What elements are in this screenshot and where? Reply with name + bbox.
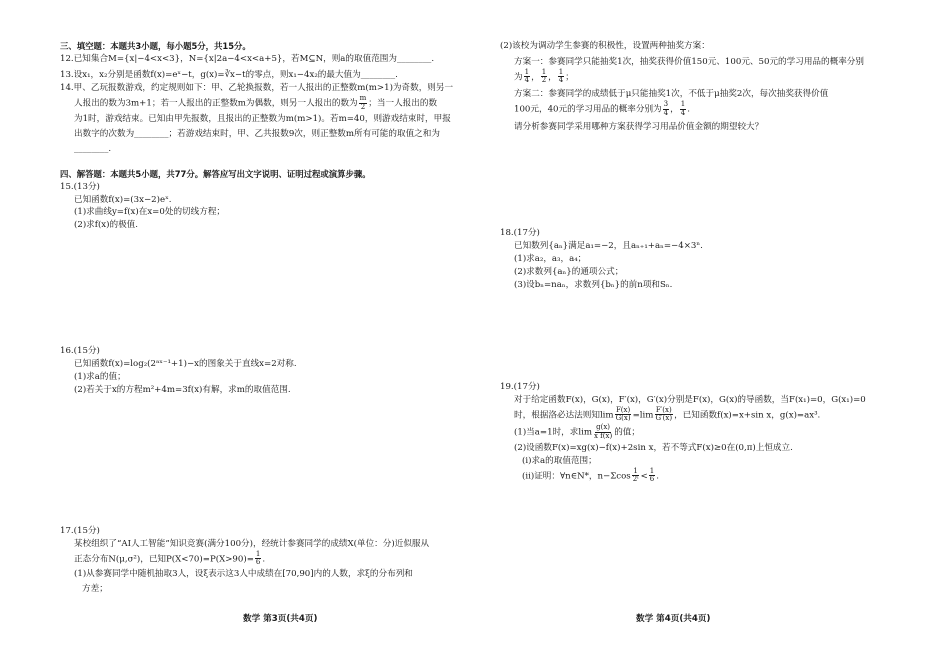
question-15: [60, 181, 440, 233]
plan-one-line: 方案一：参赛同学只能抽奖1次，抽奖获得价值150元、100元、50元的学习用品的概率分别: [514, 56, 864, 67]
fraction-denominator: 2: [541, 76, 547, 85]
question-14: [60, 82, 454, 155]
fraction: [680, 101, 686, 117]
question-19-text: (1)当a=1时，求lim: [514, 427, 592, 438]
question-19-part-1: [500, 424, 890, 442]
question-16: [60, 345, 440, 397]
question-16-line: (2)若关于x的方程m²+4m=3f(x)有解，求m的取值范围.: [74, 384, 291, 395]
fraction-denominator: 2ⁱ: [632, 474, 639, 483]
fill-in-section-header: 三、填空题：本题共3小题，每小题5分，共15分。: [60, 41, 251, 51]
question-18-line: (2)求数列{aₙ}的通项公式；: [514, 266, 624, 277]
answer-section-header: 四、解答题：本题共5小题，共77分。解答应写出文字说明、证明过程或演算步骤。: [60, 169, 371, 179]
fraction-denominator: G′(x): [655, 414, 673, 423]
fraction: [359, 95, 368, 111]
plan-two-line: 100元，40元的学习用品的概率分别为 $\frac{3}{4}$ ， $\frac{1}{4}$ .: [514, 100, 690, 117]
fraction-numerator: 1: [649, 466, 655, 475]
question-14-line: 14.甲、乙玩报数游戏，约定规则如下：甲、乙轮换报数，若一人报出的正整数m(m>1)为奇数，则另一: [60, 83, 454, 94]
fraction-denominator: 2: [360, 102, 366, 111]
question-16-line: 已知函数f(x)=log₂(2ᵃˣ⁻¹+1)−x的图象关于直线x=2对称.: [74, 358, 297, 369]
plan-question: 请分析参赛同学采用哪种方案获得学习用品价值金额的期望较大？: [514, 121, 764, 132]
question-19-part-2-i: (i)求a的取值范围；: [522, 455, 597, 466]
question-19-text: <: [640, 470, 648, 481]
fraction-numerator: 1: [558, 67, 564, 76]
question-19-part-2: (2)设函数F(x)=xg(x)−f(x)+2sin x，若不等式F(x)≥0在(0,π)上恒成立.: [514, 442, 793, 453]
fraction-denominator: 4: [663, 108, 669, 117]
question-17-line: 方差；: [82, 584, 108, 595]
fraction-numerator: 1: [255, 549, 261, 558]
fraction-numerator: g(x): [596, 423, 611, 432]
fill-in-section: [60, 40, 454, 155]
question-14-line: [60, 95, 440, 113]
page-footer: 数学 第4页(共4页): [636, 614, 711, 624]
question-17-part-2-intro: (2)该校为调动学生参赛的积极性，设置两种抽奖方案：: [500, 41, 710, 51]
question-18: [500, 227, 890, 291]
fraction-denominator: 6: [255, 558, 261, 567]
question-19-line: [500, 407, 890, 425]
fraction: [615, 407, 632, 423]
question-15-line: (1)求曲线y=f(x)在x=0处的切线方程；: [74, 207, 226, 218]
fraction-numerator: 3: [663, 100, 669, 109]
question-19-text: 的值；: [614, 427, 640, 438]
question-14-line: ________.: [74, 143, 112, 154]
plan-one-text: ；: [565, 72, 574, 83]
fraction-denominator: 4: [558, 76, 564, 85]
question-19: [500, 381, 890, 485]
question-19-text: (ii)证明：∀n∈N*，n−Σcos: [522, 470, 631, 481]
question-17-text: 正态分布N(μ,σ²)，已知P(X<70)=P(X>90)=: [74, 554, 254, 565]
plan-two-text: .: [687, 104, 690, 115]
question-14-line: 出数字的次数为________；若游戏结束时，甲、乙共报数9次，则正整数m所有可能的取值之和为: [74, 128, 440, 139]
fraction-numerator: 1: [541, 67, 547, 76]
fraction: [558, 69, 564, 85]
fraction: [593, 424, 613, 440]
question-19-text: 时，根据洛必达法则知lim: [514, 410, 614, 421]
question-17-text: .: [262, 554, 266, 565]
question-19-title: 19.(17分): [500, 382, 540, 392]
question-18-line: 已知数列{aₙ}满足a₁=−2，且aₙ₊₁+aₙ=−4×3ⁿ.: [514, 240, 703, 251]
fraction-numerator: 1: [680, 100, 686, 109]
fraction: [663, 101, 669, 117]
question-19-line: 对于给定函数F(x)，G(x)，F′(x)，G′(x)分别是F(x)，G(x)的导函数，当F(x₁)=0，G(x₁)=0: [514, 394, 866, 405]
question-14-line: 为1时，游戏结束。已知由甲先报数，且报出的正整数为m(m>1)。若m=40，则游戏结束时，甲报: [74, 113, 451, 124]
question-17-line: (1)从参赛同学中随机抽取3人，设ξ表示这3人中成绩在[70,90]内的人数，求ξ的分布列和: [74, 569, 413, 580]
question-18-line: (1)求a₂，a₃，a₄；: [514, 253, 587, 264]
question-12: 12.已知集合M={x|−4<x<3}，N={x|2a−4<x<a+5}，若M⊆N，则a的取值范围为________.: [60, 53, 435, 64]
fraction-numerator: F(x): [615, 405, 631, 414]
question-19-text: ，已知函数f(x)=x+sin x，g(x)=ax³.: [674, 410, 821, 421]
question-19-part-2-ii: [500, 468, 890, 486]
question-14-text: 人报出的数为3m+1；若一人报出的正整数m为偶数，则另一人报出的数为: [74, 98, 358, 109]
question-18-line: (3)设bₙ=naₙ，求数列{bₙ}的前n项和Sₙ.: [514, 279, 673, 290]
fraction: [541, 69, 547, 85]
question-17-part-2: [500, 40, 890, 134]
question-19-text: .: [656, 470, 659, 481]
fraction: [632, 468, 640, 484]
fraction: [649, 468, 655, 484]
fraction-denominator: 4: [680, 108, 686, 117]
question-19-text: =lim: [632, 410, 654, 421]
question-15-line: 已知函数f(x)=(3x−2)eˣ.: [74, 194, 172, 205]
fraction: [654, 407, 673, 423]
page-3-column: [60, 0, 454, 655]
plan-one-line: 为 $\frac{1}{4}$ ， $\frac{1}{2}$ ， $\frac{1}{4}$ ；: [514, 67, 574, 85]
question-14-text: ；当一人报出的数: [368, 98, 438, 109]
page-footer: 数学 第3页(共4页): [243, 614, 318, 624]
question-13: 13.设x₁，x₂分别是函数f(x)=eˣ−t，g(x)=∛x−t的零点，则x₁−4x₂的最大值为________.: [60, 69, 398, 80]
question-17-line: [60, 551, 440, 569]
question-17-title: 17.(15分): [60, 526, 100, 536]
fraction-numerator: 1: [524, 67, 530, 76]
fraction-denominator: x f(x): [594, 431, 613, 440]
fraction-numerator: 1: [633, 466, 638, 475]
question-17-line: 某校组织了“AI人工智能”知识竞赛(满分100分)，经统计参赛同学的成绩X(单位：分)近似服从: [74, 538, 430, 549]
fraction-denominator: 6: [649, 474, 655, 483]
fraction-numerator: F′(x): [655, 405, 672, 414]
fraction-numerator: m: [359, 94, 367, 103]
fraction-denominator: G(x): [615, 414, 631, 423]
plan-two-line: 方案二：参赛同学的成绩低于μ只能抽奖1次，不低于μ抽奖2次，每次抽奖获得价值: [514, 89, 829, 100]
question-18-title: 18.(17分): [500, 228, 540, 238]
question-16-title: 16.(15分): [60, 346, 100, 356]
question-16-line: (1)求a的值；: [74, 371, 126, 382]
plan-two-text: 100元，40元的学习用品的概率分别为: [514, 104, 662, 115]
question-15-title: 15.(13分): [60, 181, 100, 192]
fraction: [255, 551, 261, 567]
answer-section: [60, 168, 440, 232]
fraction: [524, 69, 530, 85]
plan-one-text: 为: [514, 72, 523, 83]
question-17: [60, 525, 440, 596]
fraction-denominator: 4: [524, 76, 530, 85]
question-15-line: (2)求f(x)的极值.: [74, 220, 139, 231]
page-4-column: [500, 0, 890, 655]
